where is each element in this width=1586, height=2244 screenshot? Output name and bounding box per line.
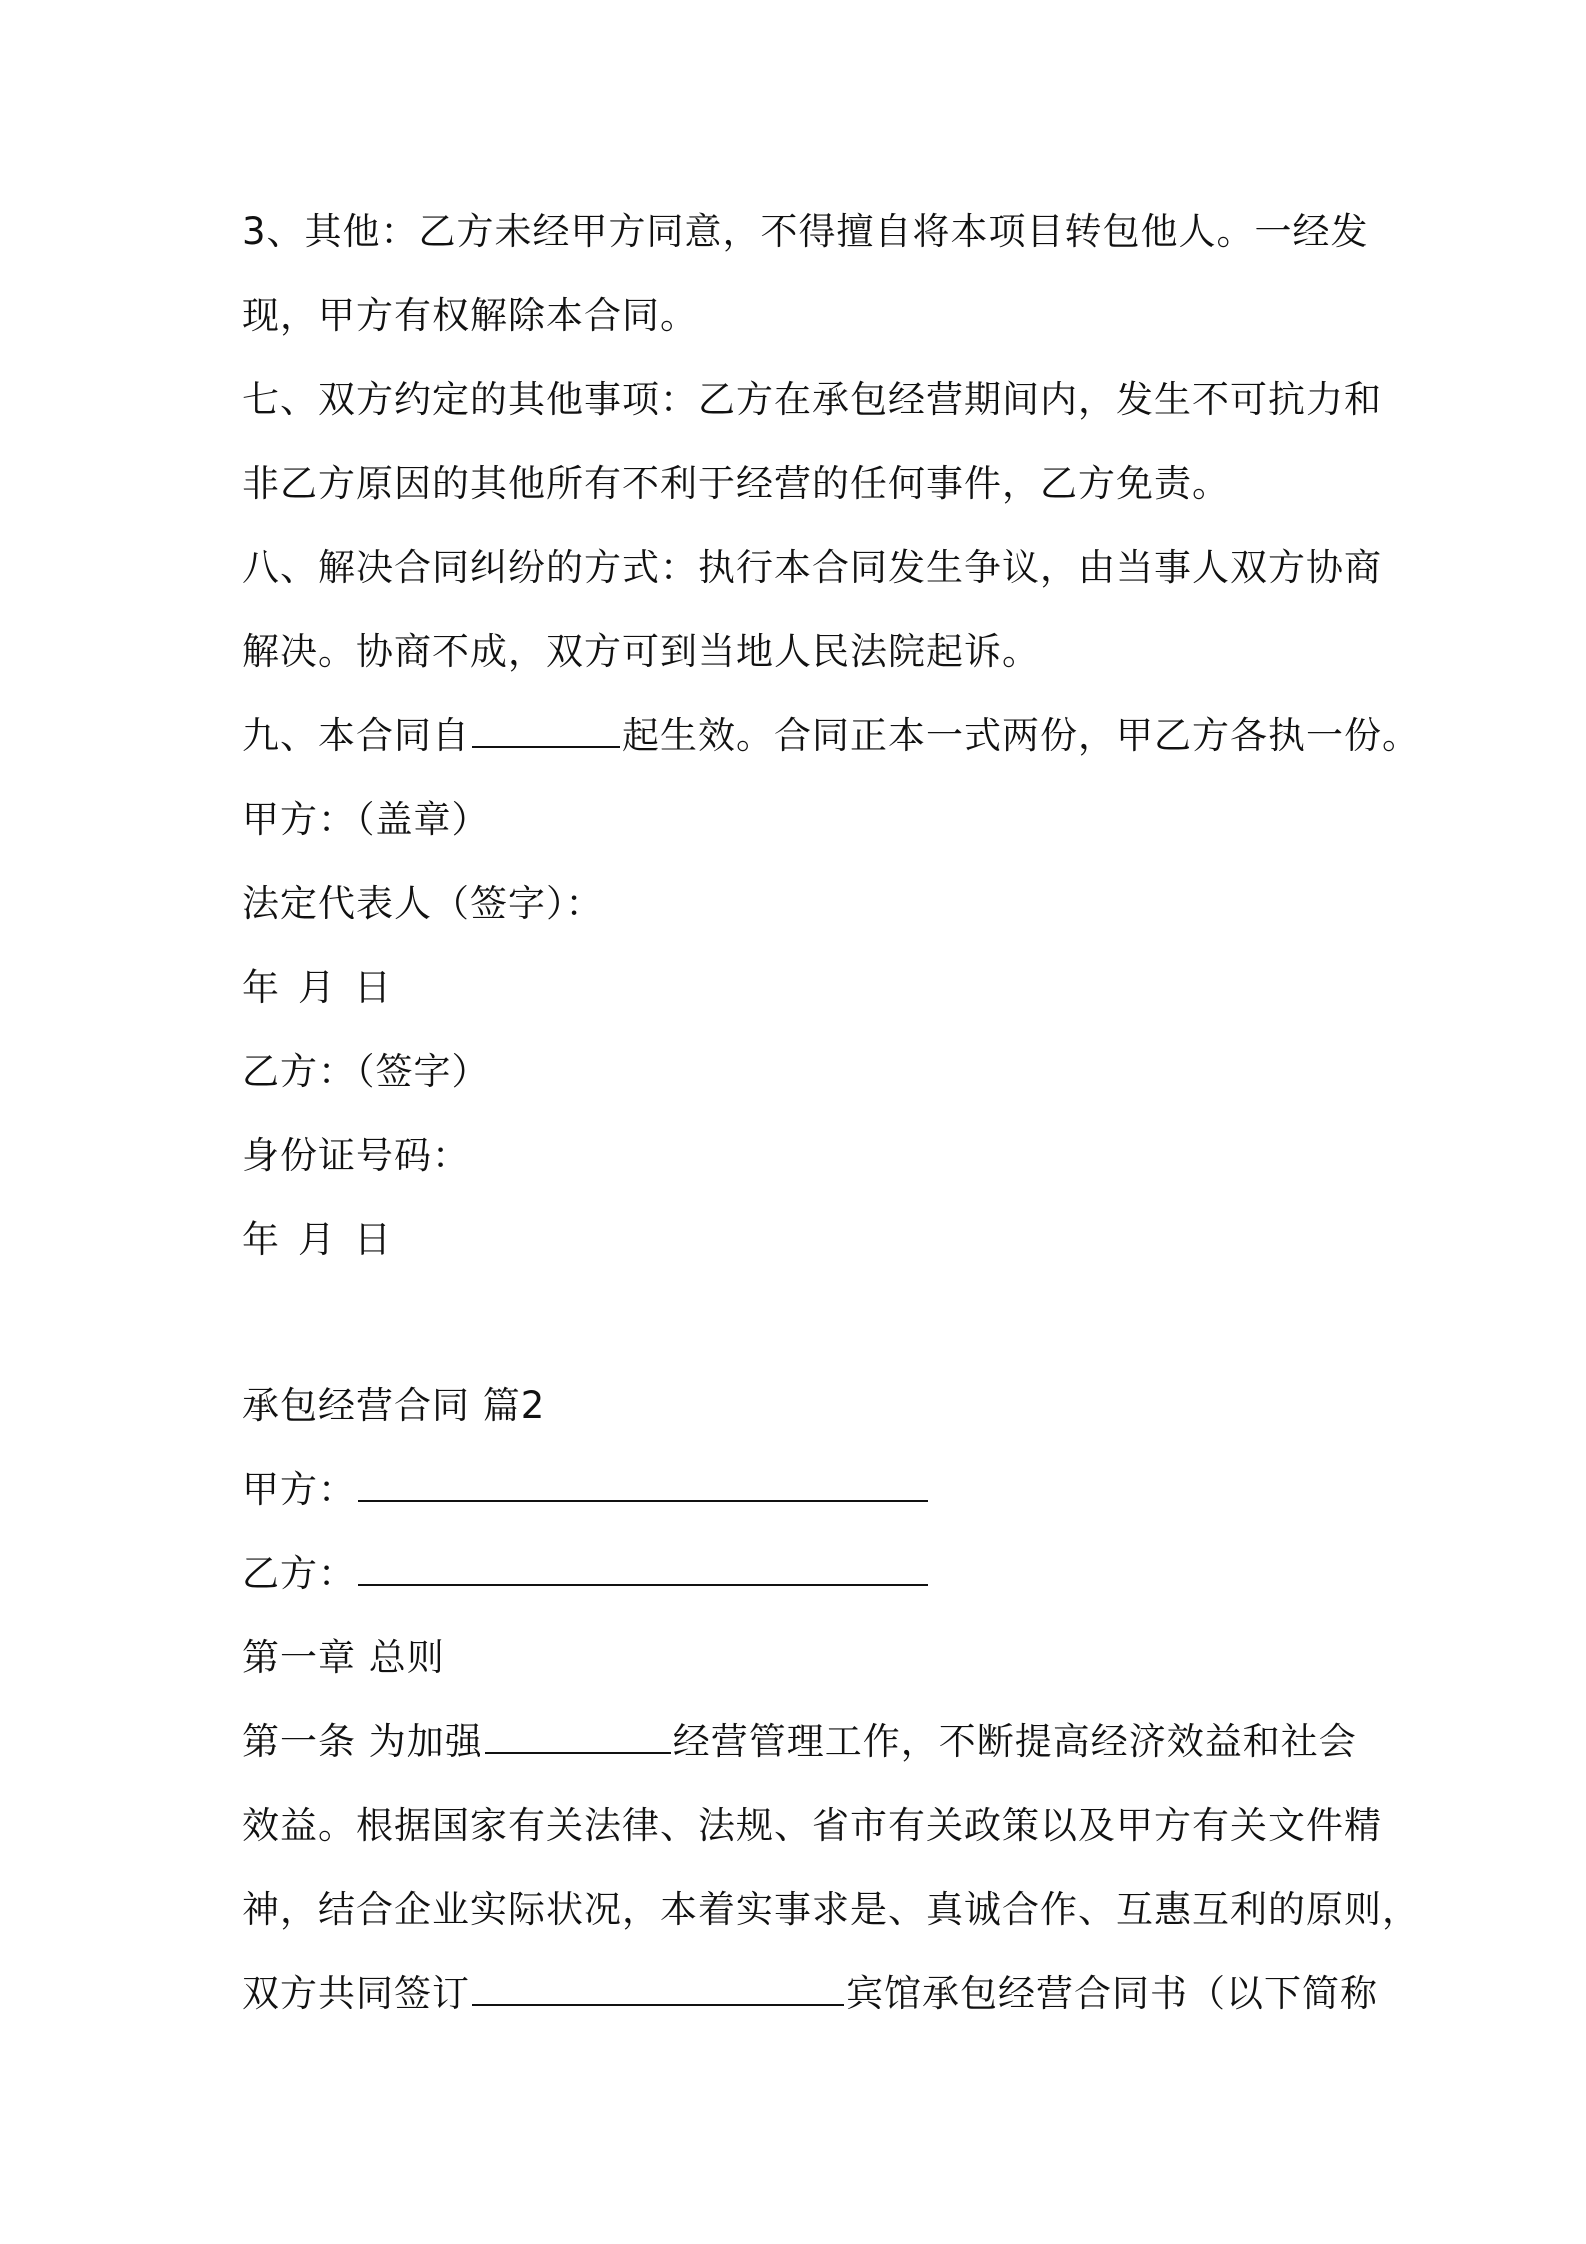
date-month: 月 [298, 1218, 336, 1261]
chapter-1-heading: 第一章 总则 [242, 1636, 445, 1679]
clause-3-line-2: 现，甲方有权解除本合同。 [242, 294, 698, 337]
article-1-line-4-before: 双方共同签订 [242, 1972, 470, 2015]
article-1-before: 第一条 为加强 [242, 1720, 483, 1763]
clause-7-line-1: 七、双方约定的其他事项：乙方在承包经营期间内，发生不可抗力和 [242, 378, 1382, 421]
clause-3-line-1: 3、其他：乙方未经甲方同意，不得擅自将本项目转包他人。一经发 [242, 210, 1369, 253]
article-1-line-1 [242, 1718, 1382, 1766]
clause-9-before: 九、本合同自 [242, 714, 470, 757]
date-day: 日 [354, 966, 392, 1009]
date-day: 日 [354, 1218, 392, 1261]
date-year: 年 [242, 966, 280, 1009]
party-a-line [242, 1466, 1382, 1514]
date-line-1 [242, 964, 1382, 1012]
party-b-line [242, 1550, 1382, 1598]
party-a-blank [358, 1466, 928, 1502]
clause-9-line [242, 712, 1420, 760]
section-2-title: 承包经营合同 篇2 [242, 1384, 546, 1427]
hotel-name-blank [472, 1970, 844, 2006]
legal-representative-label: 法定代表人（签字）： [242, 882, 604, 925]
party-b-label: 乙方： [242, 1552, 356, 1595]
article-1-line-4-after: 宾馆承包经营合同书（以下简称 [846, 1972, 1378, 2015]
article-1-line-4 [242, 1970, 1382, 2018]
clause-8-line-2: 解决。协商不成，双方可到当地人民法院起诉。 [242, 630, 1040, 673]
article-1-line-2: 效益。根据国家有关法律、法规、省市有关政策以及甲方有关文件精 [242, 1804, 1382, 1847]
clause-9-after: 起生效。合同正本一式两份，甲乙方各执一份。 [622, 714, 1420, 757]
effective-date-blank [472, 712, 620, 748]
party-b-blank [358, 1550, 928, 1586]
date-year: 年 [242, 1218, 280, 1261]
party-a-seal-label: 甲方：（盖章） [242, 798, 490, 841]
clause-7-line-2: 非乙方原因的其他所有不利于经营的任何事件，乙方免责。 [242, 462, 1230, 505]
party-a-label: 甲方： [242, 1468, 356, 1511]
article-1-after: 经营管理工作，不断提高经济效益和社会 [672, 1720, 1357, 1763]
enterprise-name-blank [485, 1718, 671, 1754]
article-1-line-3: 神，结合企业实际状况，本着实事求是、真诚合作、互惠互利的原则， [242, 1888, 1420, 1931]
clause-8-line-1: 八、解决合同纠纷的方式：执行本合同发生争议，由当事人双方协商 [242, 546, 1382, 589]
party-b-sign-label: 乙方：（签字） [242, 1050, 490, 1093]
id-number-label: 身份证号码： [242, 1134, 470, 1177]
date-month: 月 [298, 966, 336, 1009]
date-line-2 [242, 1216, 1382, 1264]
